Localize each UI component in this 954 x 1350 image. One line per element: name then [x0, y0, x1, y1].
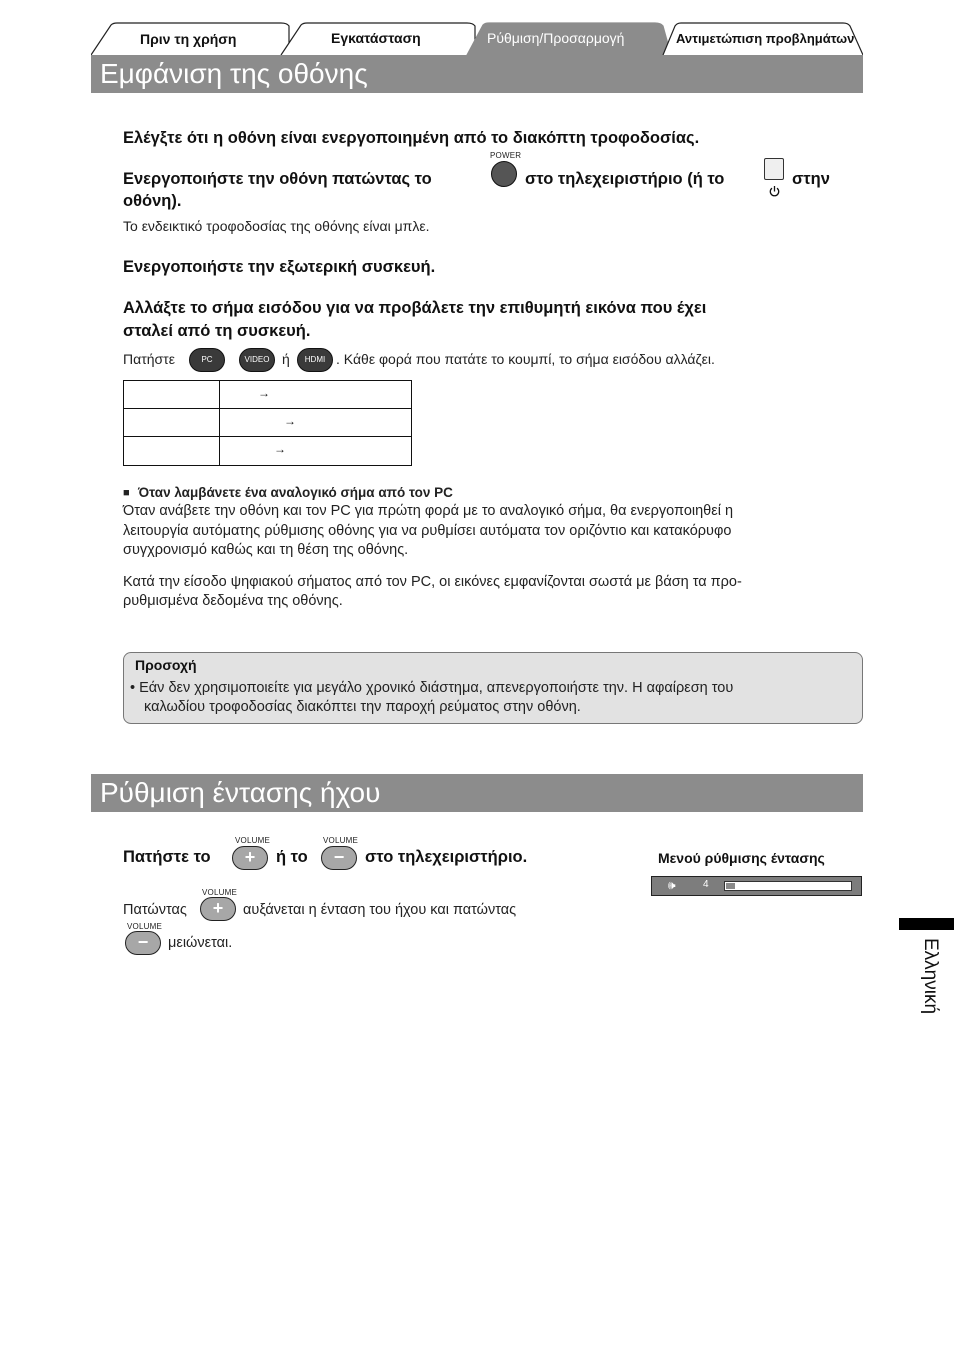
volume-caption: VOLUME	[235, 836, 270, 845]
volume-caption: VOLUME	[127, 922, 162, 931]
power-indicator-note: Το ενδεικτικό τροφοδοσίας της οθόνης είναι μπλε.	[123, 218, 430, 234]
side-tab-marker	[899, 918, 954, 930]
analog-note-line: λειτουργία αυτόματης ρύθμισης οθόνης για να ρυθμίσει αυτόματα τον οριζόντιο και κατακόρυφο	[123, 523, 732, 539]
tab-before-use[interactable]: Πριν τη χρήση	[140, 31, 237, 47]
pc-button-icon: PC	[189, 348, 225, 372]
volume-plus-inline-icon: +	[200, 897, 236, 921]
power-symbol-icon	[768, 185, 781, 198]
volume-level-bar	[724, 881, 852, 891]
volume-step-or: ή το	[276, 848, 308, 866]
section-title-volume: Ρύθμιση έντασης ήχου	[91, 774, 863, 812]
digital-note-line: Κατά την είσοδο ψηφιακού σήματος από τον PC, οι εικόνες εμφανίζονται σωστά με βάση τα προ-	[123, 574, 742, 590]
volume-caption: VOLUME	[202, 888, 237, 897]
step-power-on-part1: Ενεργοποιήστε την οθόνη πατώντας το	[123, 170, 432, 188]
table-row	[124, 381, 411, 409]
volume-menu	[651, 876, 862, 896]
volume-value: 4	[703, 879, 709, 890]
volume-desc-part1: Πατώντας	[123, 902, 187, 918]
input-signal-table	[123, 380, 412, 466]
volume-minus-inline-icon: −	[125, 931, 161, 955]
volume-step-part1: Πατήστε το	[123, 848, 211, 866]
monitor-power-button-icon	[764, 158, 784, 180]
volume-caption: VOLUME	[323, 836, 358, 845]
caution-title: Προσοχή	[135, 657, 197, 673]
table-arrow: →	[258, 386, 270, 400]
step-check-power-switch: Ελέγξτε ότι η οθόνη είναι ενεργοποιημένη από το διακόπτη τροφοδοσίας.	[123, 129, 700, 147]
hdmi-button-icon: HDMI	[297, 348, 333, 372]
volume-level-fill	[726, 883, 735, 889]
step-power-on-line2: οθόνη).	[123, 192, 182, 210]
analog-note-bullet: ■	[123, 487, 130, 499]
press-prefix: Πατήστε	[123, 351, 175, 367]
step-power-on-part3: στην	[792, 170, 830, 188]
tab-setup-adjustment[interactable]: Ρύθμιση/Προσαρμογή	[487, 30, 625, 46]
volume-step-part3: στο τηλεχειριστήριο.	[365, 848, 528, 866]
remote-power-button-icon	[491, 161, 517, 187]
volume-plus-button-icon: +	[232, 846, 268, 870]
table-arrow: →	[274, 442, 286, 456]
caution-line1: • Εάν δεν χρησιμοποιείτε για μεγάλο χρονικό διάστημα, απενεργοποιήστε την. Η αφαίρεση του	[130, 680, 734, 696]
digital-note-line: ρυθμισμένα δεδομένα της οθόνης.	[123, 593, 343, 609]
step-power-on-part2: στο τηλεχειριστήριο (ή το	[525, 170, 725, 188]
caution-line2: καλωδίου τροφοδοσίας διακόπτει την παροχή ρεύματος στην οθόνη.	[144, 699, 581, 715]
chapter-tabs	[91, 22, 863, 56]
tab-installation[interactable]: Εγκατάσταση	[331, 30, 421, 46]
step-switch-input-line1: Αλλάξτε το σήμα εισόδου για να προβάλετε την επιθυμητή εικόνα που έχει	[123, 299, 707, 317]
table-row	[124, 437, 411, 465]
table-arrow: →	[284, 414, 296, 428]
or-text: ή	[282, 351, 290, 367]
table-row	[124, 409, 411, 437]
volume-desc-part3: μειώνεται.	[168, 935, 233, 951]
volume-desc-part2: αυξάνεται η ένταση του ήχου και πατώντας	[243, 902, 517, 918]
caution-box	[123, 652, 863, 724]
press-suffix: . Κάθε φορά που πατάτε το κουμπί, το σήμα εισόδου αλλάζει.	[336, 351, 715, 367]
step-switch-input-line2: σταλεί από τη συσκευή.	[123, 322, 311, 340]
volume-menu-caption: Μενού ρύθμισης έντασης	[658, 850, 825, 866]
video-button-icon: VIDEO	[239, 348, 275, 372]
tab-troubleshooting[interactable]: Αντιμετώπιση προβλημάτων	[676, 31, 855, 46]
analog-note-title: Όταν λαμβάνετε ένα αναλογικό σήμα από τον PC	[138, 485, 453, 500]
speaker-icon: 🕪	[668, 878, 676, 892]
language-side-label: Ελληνική	[920, 938, 941, 1015]
section-title-display: Εμφάνιση της οθόνης	[91, 55, 863, 93]
volume-minus-button-icon: −	[321, 846, 357, 870]
step-turn-on-external-device: Ενεργοποιήστε την εξωτερική συσκευή.	[123, 258, 436, 276]
power-caption: POWER	[490, 151, 522, 160]
analog-note-line: συγχρονισμό καθώς και τη θέση της οθόνης.	[123, 542, 409, 558]
analog-note-line: Όταν ανάβετε την οθόνη και τον PC για πρώτη φορά με το αναλογικό σήμα, θα ενεργοποιηθεί η	[123, 503, 734, 519]
